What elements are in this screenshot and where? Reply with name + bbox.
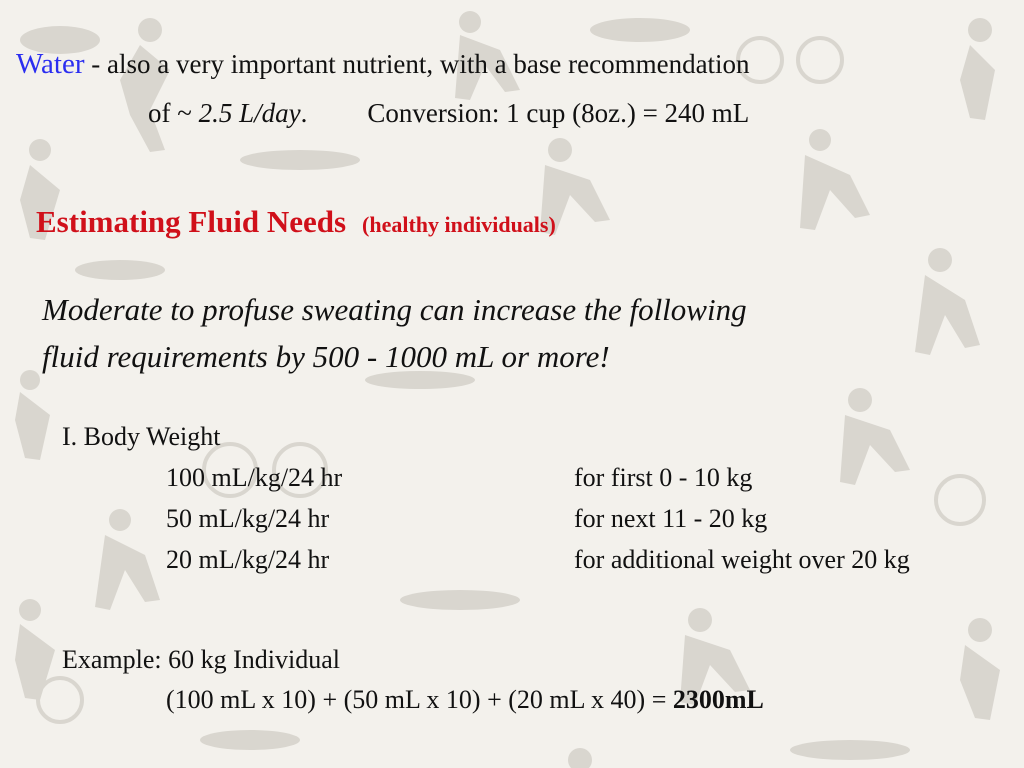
calculation-result: 2300mL xyxy=(672,685,764,714)
rate-range: for additional weight over 20 kg xyxy=(574,545,910,574)
water-keyword: Water xyxy=(16,48,85,80)
conversion-text: Conversion: 1 cup (8oz.) = 240 mL xyxy=(367,98,750,128)
water-description: - also a very important nutrient, with a base recommendation xyxy=(84,49,750,79)
water-intro-line xyxy=(16,48,750,81)
rate-row xyxy=(166,463,752,493)
rate-range: for first 0 - 10 kg xyxy=(574,463,753,492)
note-line-1: Moderate to profuse sweating can increase the following xyxy=(42,292,747,327)
recommendation-period: . xyxy=(300,98,308,128)
recommendation-prefix: of ~ xyxy=(148,98,199,128)
body-weight-title: I. Body Weight xyxy=(62,422,221,451)
heading-subtitle: (healthy individuals) xyxy=(362,212,556,237)
rate-value: 100 mL/kg/24 hr xyxy=(166,463,343,492)
rate-value: 20 mL/kg/24 hr xyxy=(166,545,330,574)
calculation-text: (100 mL x 10) + (50 mL x 10) + (20 mL x 40) = xyxy=(166,685,673,714)
example-calculation xyxy=(166,685,764,715)
recommendation-amount: 2.5 L/day xyxy=(198,98,301,128)
note-line-2: fluid requirements by 500 - 1000 mL or more! xyxy=(42,339,610,374)
heading-title: Estimating Fluid Needs xyxy=(36,204,347,239)
rate-row xyxy=(166,545,910,575)
rate-range: for next 11 - 20 kg xyxy=(574,504,768,533)
rate-row xyxy=(166,504,767,534)
sweating-note xyxy=(42,286,747,380)
section-heading xyxy=(36,204,556,240)
water-recommendation-line xyxy=(148,98,749,129)
example-label: Example: 60 kg Individual xyxy=(62,645,341,674)
rate-value: 50 mL/kg/24 hr xyxy=(166,504,330,533)
